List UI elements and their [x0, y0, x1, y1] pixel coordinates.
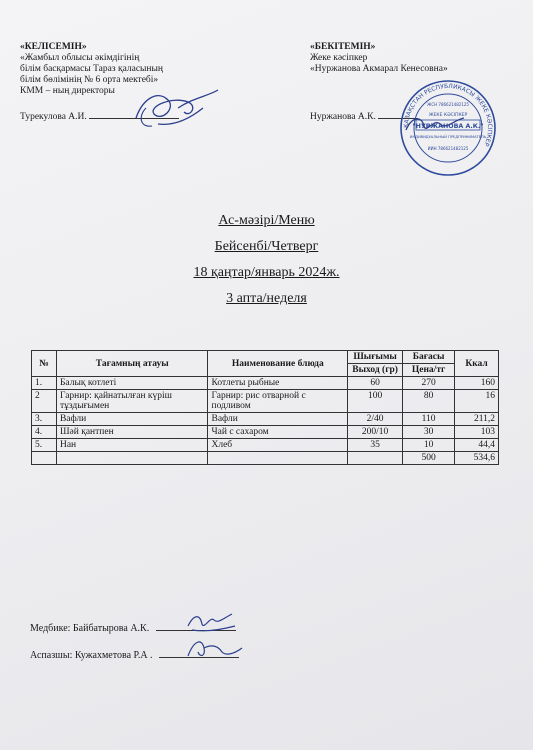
cell-kcal: 16	[455, 390, 499, 413]
cell-name-ru: Хлеб	[208, 439, 348, 452]
cell-name-kz: Шәй қантпен	[56, 426, 208, 439]
stamp-center-sub: ИНДИВИДУАЛЬНЫЙ ПРЕДПРИНИМАТЕЛЬ	[409, 135, 487, 139]
cell-price: 10	[403, 439, 455, 452]
total-price: 500	[403, 452, 455, 465]
menu-table	[31, 350, 499, 465]
director-signature	[118, 78, 228, 138]
cell-yield: 60	[348, 377, 403, 390]
cell-num: 2	[32, 390, 57, 413]
cell-name-ru: Вафли	[208, 413, 348, 426]
cell-name-kz: Нан	[56, 439, 208, 452]
title-menu: Ас-мәзірі/Меню	[218, 213, 315, 228]
table-row	[32, 426, 499, 439]
header-num: №	[32, 351, 57, 377]
cell-yield: 2/40	[348, 413, 403, 426]
approval-left-line: білім бөлімінің № 6 орта мектебі»	[20, 75, 159, 85]
header-price-kz: Бағасы	[403, 351, 455, 364]
header-yield-kz: Шығымы	[348, 351, 403, 364]
cell-num: 5.	[32, 439, 57, 452]
cell-num: 4.	[32, 426, 57, 439]
stamp-center-name: "НУРЖАНОВА А.К."	[412, 123, 484, 130]
cell-yield: 35	[348, 439, 403, 452]
approval-left-heading: «КЕЛІСЕМІН»	[20, 42, 87, 52]
title-date: 18 қаңтар/январь 2024ж.	[193, 265, 340, 280]
approval-right-heading: «БЕКІТЕМІН»	[310, 42, 376, 52]
cell-name-kz: Балық котлеті	[56, 377, 208, 390]
table-row	[32, 439, 499, 452]
header-yield-ru: Выход (гр)	[348, 364, 403, 377]
stamp-id-bottom: ИИН 786621482125	[427, 146, 469, 151]
cook-signature	[178, 634, 248, 664]
title-day: Бейсенбі/Четверг	[214, 239, 319, 254]
table-row	[32, 377, 499, 390]
nurse-signature	[180, 608, 240, 636]
approval-left-line: білім басқармасы Тараз қаласының	[20, 64, 163, 74]
table-total-row	[32, 452, 499, 465]
header-name-kz: Тағамның атауы	[56, 351, 208, 377]
cell-yield: 100	[348, 390, 403, 413]
header-price-ru: Цена/тг	[403, 364, 455, 377]
table-header-row	[32, 351, 499, 364]
cell-name-kz: Гарнир: қайнатылған күріш тұздығымен	[56, 390, 208, 413]
approval-left-line: КММ – ның директоры	[20, 86, 115, 96]
approval-right-line: Жеке кәсіпкер	[310, 53, 368, 63]
menu-title	[0, 208, 533, 312]
cell-name-kz: Вафли	[56, 413, 208, 426]
cell-price: 80	[403, 390, 455, 413]
total-kcal: 534,6	[455, 452, 499, 465]
cell-price: 270	[403, 377, 455, 390]
approval-right	[310, 42, 525, 75]
approval-left-line: «Жамбыл облысы әкімдігінің	[20, 53, 140, 63]
table-row	[32, 390, 499, 413]
cell-num: 1.	[32, 377, 57, 390]
cook-label: Аспазшы: Кужахметова Р.А .	[30, 650, 153, 661]
stamp-id-top: ЖСН 786621482125	[427, 102, 469, 107]
cell-name-ru: Чай с сахаром	[208, 426, 348, 439]
cell-name-ru: Гарнир: рис отварной с подливом	[208, 390, 348, 413]
nurse-label: Медбике: Байбатырова А.К.	[30, 623, 150, 634]
approval-left-signer: Турекулова А.И.	[20, 112, 179, 122]
cell-kcal: 44,4	[455, 439, 499, 452]
stamp-outer-text: ҚАЗАҚСТАН РЕСПУБЛИКАСЫ ЖЕКЕ КӘСІПКЕР	[402, 82, 494, 148]
cell-num: 3.	[32, 413, 57, 426]
cell-price: 30	[403, 426, 455, 439]
header-name-ru: Наименование блюда	[208, 351, 348, 377]
header-kcal: Ккал	[455, 351, 499, 377]
entrepreneur-signature	[400, 110, 470, 140]
stamp-center-top: ЖЕКЕ КӘСІПКЕР	[428, 113, 468, 118]
cell-kcal: 103	[455, 426, 499, 439]
approval-right-line: «Нуржанова Акмарал Кенесовна»	[310, 64, 448, 74]
cell-yield: 200/10	[348, 426, 403, 439]
title-week: 3 апта/неделя	[226, 291, 307, 306]
approval-right-signer: Нуржанова А.К.	[310, 112, 418, 122]
cell-price: 110	[403, 413, 455, 426]
cell-name-ru: Котлеты рыбные	[208, 377, 348, 390]
cell-kcal: 211,2	[455, 413, 499, 426]
table-row	[32, 413, 499, 426]
cell-kcal: 160	[455, 377, 499, 390]
